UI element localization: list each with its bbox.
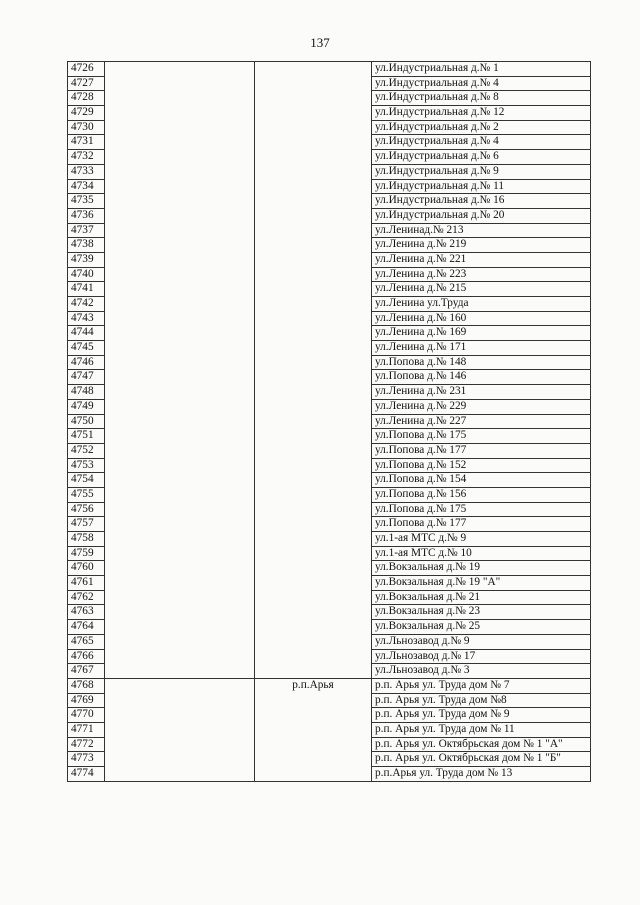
address-cell: ул.Ленина д.№ 227: [372, 414, 591, 429]
address-cell: ул.Индустриальная д.№ 8: [372, 91, 591, 106]
row-number: 4755: [68, 487, 105, 502]
row-number: 4749: [68, 399, 105, 414]
row-number: 4769: [68, 693, 105, 708]
row-number: 4752: [68, 443, 105, 458]
address-cell: ул.Вокзальная д.№ 21: [372, 590, 591, 605]
row-number: 4765: [68, 634, 105, 649]
row-number: 4751: [68, 429, 105, 444]
row-number: 4758: [68, 532, 105, 547]
address-cell: ул.Льнозавод д.№ 3: [372, 664, 591, 679]
row-number: 4754: [68, 473, 105, 488]
address-cell: р.п. Арья ул. Труда дом №8: [372, 693, 591, 708]
address-cell: ул.Ленина д.№ 219: [372, 238, 591, 253]
address-cell: р.п.Арья ул. Труда дом № 13: [372, 767, 591, 782]
address-cell: ул.Вокзальная д.№ 25: [372, 620, 591, 635]
address-cell: ул.Вокзальная д.№ 19: [372, 561, 591, 576]
row-number: 4753: [68, 458, 105, 473]
address-cell: ул.Попова д.№ 177: [372, 517, 591, 532]
row-number: 4733: [68, 164, 105, 179]
address-cell: ул.1-ая МТС д.№ 10: [372, 546, 591, 561]
address-cell: ул.Индустриальная д.№ 1: [372, 62, 591, 77]
row-number: 4742: [68, 297, 105, 312]
address-cell: ул.Попова д.№ 152: [372, 458, 591, 473]
address-cell: ул.Ленина д.№ 160: [372, 311, 591, 326]
row-number: 4750: [68, 414, 105, 429]
district-cell: [105, 678, 255, 781]
table-row: [68, 62, 591, 77]
row-number: 4768: [68, 678, 105, 693]
row-number: 4726: [68, 62, 105, 77]
address-cell: ул.Индустриальная д.№ 20: [372, 208, 591, 223]
row-number: 4763: [68, 605, 105, 620]
row-number: 4735: [68, 194, 105, 209]
row-number: 4762: [68, 590, 105, 605]
row-number: 4764: [68, 620, 105, 635]
row-number: 4727: [68, 76, 105, 91]
address-cell: ул.Индустриальная д.№ 16: [372, 194, 591, 209]
district-cell: [105, 62, 255, 679]
address-cell: ул.Попова д.№ 177: [372, 443, 591, 458]
row-number: 4743: [68, 311, 105, 326]
row-number: 4766: [68, 649, 105, 664]
row-number: 4745: [68, 341, 105, 356]
address-cell: р.п. Арья ул. Труда дом № 7: [372, 678, 591, 693]
address-cell: ул.Индустриальная д.№ 2: [372, 120, 591, 135]
row-number: 4747: [68, 370, 105, 385]
address-cell: ул.Индустриальная д.№ 12: [372, 106, 591, 121]
address-cell: р.п. Арья ул. Труда дом № 9: [372, 708, 591, 723]
row-number: 4734: [68, 179, 105, 194]
address-cell: р.п. Арья ул. Труда дом № 11: [372, 722, 591, 737]
settlement-cell: р.п.Арья: [255, 678, 372, 781]
address-cell: р.п. Арья ул. Октябрьская дом № 1 "Б": [372, 752, 591, 767]
row-number: 4729: [68, 106, 105, 121]
row-number: 4757: [68, 517, 105, 532]
address-cell: ул.Индустриальная д.№ 11: [372, 179, 591, 194]
address-cell: ул.Ленина д.№ 171: [372, 341, 591, 356]
address-cell: ул.Индустриальная д.№ 4: [372, 76, 591, 91]
settlement-cell: [255, 62, 372, 679]
address-cell: ул.Ленина д.№ 215: [372, 282, 591, 297]
address-cell: ул.Ленина д.№ 229: [372, 399, 591, 414]
address-cell: ул.Ленина д.№ 169: [372, 326, 591, 341]
address-cell: ул.Ленина д.№ 231: [372, 385, 591, 400]
row-number: 4739: [68, 252, 105, 267]
row-number: 4759: [68, 546, 105, 561]
address-cell: ул.Ленина д.№ 223: [372, 267, 591, 282]
address-cell: ул.Льнозавод д.№ 9: [372, 634, 591, 649]
address-cell: ул.Ленина ул.Труда: [372, 297, 591, 312]
page-number: 137: [310, 35, 330, 50]
address-cell: ул.Ленинад.№ 213: [372, 223, 591, 238]
address-cell: ул.Попова д.№ 175: [372, 502, 591, 517]
row-number: 4770: [68, 708, 105, 723]
address-cell: ул.Попова д.№ 175: [372, 429, 591, 444]
row-number: 4736: [68, 208, 105, 223]
row-number: 4744: [68, 326, 105, 341]
row-number: 4773: [68, 752, 105, 767]
address-cell: ул.Попова д.№ 146: [372, 370, 591, 385]
address-cell: ул.Индустриальная д.№ 4: [372, 135, 591, 150]
address-cell: ул.Льнозавод д.№ 17: [372, 649, 591, 664]
row-number: 4772: [68, 737, 105, 752]
address-cell: р.п. Арья ул. Октябрьская дом № 1 "А": [372, 737, 591, 752]
row-number: 4738: [68, 238, 105, 253]
row-number: 4740: [68, 267, 105, 282]
address-cell: ул.1-ая МТС д.№ 9: [372, 532, 591, 547]
address-cell: ул.Попова д.№ 148: [372, 355, 591, 370]
row-number: 4731: [68, 135, 105, 150]
row-number: 4746: [68, 355, 105, 370]
row-number: 4767: [68, 664, 105, 679]
row-number: 4741: [68, 282, 105, 297]
row-number: 4732: [68, 150, 105, 165]
address-cell: ул.Попова д.№ 154: [372, 473, 591, 488]
row-number: 4760: [68, 561, 105, 576]
address-cell: ул.Попова д.№ 156: [372, 487, 591, 502]
row-number: 4756: [68, 502, 105, 517]
address-table: [67, 61, 591, 782]
address-cell: ул.Индустриальная д.№ 6: [372, 150, 591, 165]
row-number: 4771: [68, 722, 105, 737]
row-number: 4748: [68, 385, 105, 400]
address-cell: ул.Ленина д.№ 221: [372, 252, 591, 267]
row-number: 4728: [68, 91, 105, 106]
row-number: 4730: [68, 120, 105, 135]
address-cell: ул.Индустриальная д.№ 9: [372, 164, 591, 179]
row-number: 4737: [68, 223, 105, 238]
table-row: [68, 678, 591, 693]
row-number: 4761: [68, 576, 105, 591]
address-cell: ул.Вокзальная д.№ 23: [372, 605, 591, 620]
address-cell: ул.Вокзальная д.№ 19 "А": [372, 576, 591, 591]
row-number: 4774: [68, 767, 105, 782]
